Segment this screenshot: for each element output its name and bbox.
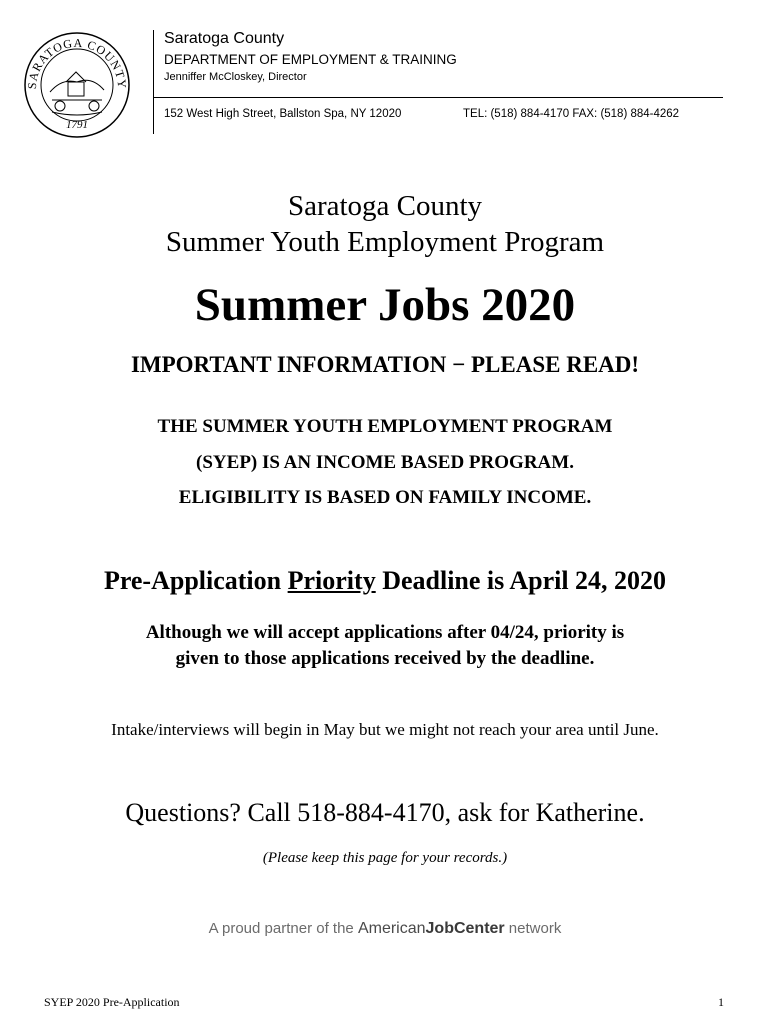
header-county: Saratoga County <box>164 30 285 47</box>
header-phone-fax: TEL: (518) 884-4170 FAX: (518) 884-4262 <box>463 108 680 120</box>
page-title: Summer Jobs 2020 <box>194 279 576 331</box>
footer-document-name: SYEP 2020 Pre-Application <box>44 995 180 1009</box>
syep-notice-line: (SYEP) IS AN INCOME BASED PROGRAM. <box>196 452 574 473</box>
partner-suffix: network <box>504 920 562 937</box>
questions-contact: Questions? Call 518-884-4170, ask for Katherine. <box>125 798 645 827</box>
syep-notice-line: THE SUMMER YOUTH EMPLOYMENT PROGRAM <box>157 416 613 437</box>
header-horizontal-rule <box>153 97 723 98</box>
important-heading: IMPORTANT INFORMATION − PLEASE READ! <box>130 352 640 377</box>
page-number: 1 <box>718 995 724 1009</box>
seal-year: 1791 <box>66 119 88 131</box>
header-department: DEPARTMENT OF EMPLOYMENT & TRAINING <box>164 52 457 67</box>
partner-brand-american: American <box>357 920 426 937</box>
county-seal-logo <box>22 30 132 140</box>
title-program: Summer Youth Employment Program <box>165 226 605 258</box>
syep-notice-line: ELIGIBILITY IS BASED ON FAMILY INCOME. <box>178 487 592 508</box>
seal-top-text: SARATOGA COUNTY <box>24 35 130 90</box>
american-job-center-partner-logo <box>0 920 770 938</box>
deadline-priority: Priority <box>287 566 376 595</box>
title-county: Saratoga County <box>287 190 483 222</box>
deadline-suffix: Deadline is April 24, 2020 <box>375 566 667 595</box>
acceptance-line: given to those applications received by the deadline. <box>175 648 595 669</box>
header-vertical-rule <box>153 30 154 134</box>
keep-records-note: (Please keep this page for your records.) <box>262 850 508 866</box>
partner-prefix: A proud partner of the <box>208 920 358 937</box>
deadline-heading <box>0 566 770 596</box>
deadline-prefix: Pre-Application <box>103 566 288 595</box>
header-address: 152 West High Street, Ballston Spa, NY 12020 <box>164 108 402 120</box>
intake-note: Intake/interviews will begin in May but we might not reach your area until June. <box>111 720 659 739</box>
header-director: Jenniffer McCloskey, Director <box>164 71 307 83</box>
acceptance-line: Although we will accept applications after 04/24, priority is <box>145 622 625 643</box>
partner-brand-jobcenter: JobCenter <box>425 920 505 937</box>
